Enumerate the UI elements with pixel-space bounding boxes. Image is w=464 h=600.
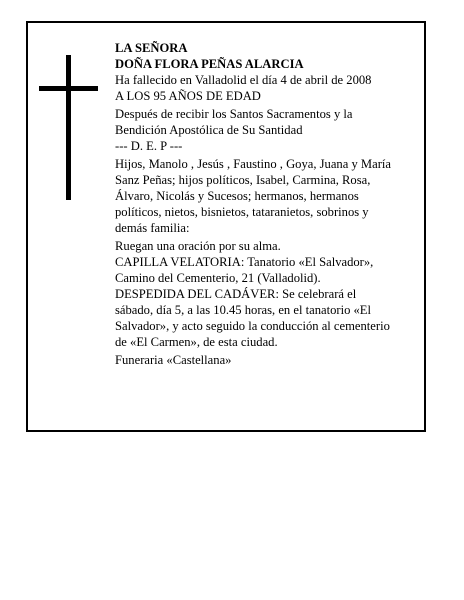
farewell-line: sábado, día 5, a las 10.45 horas, en el tanatorio «El xyxy=(115,303,372,317)
sacraments-paragraph xyxy=(115,106,417,138)
family-line: demás familia: xyxy=(115,221,190,235)
chapel-paragraph xyxy=(115,254,417,286)
farewell-line: Salvador», y acto seguido la conducción al cementerio xyxy=(115,319,390,333)
cross-icon-bar xyxy=(39,86,98,91)
family-paragraph xyxy=(115,156,417,236)
farewell-line: de «El Carmen», de esta ciudad. xyxy=(115,335,278,349)
family-line: Sanz Peñas; hijos políticos, Isabel, Carmina, Rosa, xyxy=(115,173,371,187)
funeral-home: Funeraria «Castellana» xyxy=(115,353,232,367)
cross-icon xyxy=(66,55,71,200)
notice-title: LA SEÑORA xyxy=(115,41,188,55)
death-statement: Ha fallecido en Valladolid el día 4 de abril de 2008 xyxy=(115,73,372,87)
age-statement: A LOS 95 AÑOS DE EDAD xyxy=(115,89,261,103)
dep-line: --- D. E. P --- xyxy=(115,139,183,153)
obituary-notice xyxy=(26,21,426,432)
sacraments-line: Después de recibir los Santos Sacramentos y la xyxy=(115,107,353,121)
sacraments-line: Bendición Apostólica de Su Santidad xyxy=(115,123,303,137)
chapel-line: Camino del Cementerio, 21 (Valladolid). xyxy=(115,271,321,285)
farewell-paragraph xyxy=(115,286,417,350)
prayer-line: Ruegan una oración por su alma. xyxy=(115,239,281,253)
deceased-name: DOÑA FLORA PEÑAS ALARCIA xyxy=(115,57,304,71)
family-line: Álvaro, Nicolás y Sucesos; hermanos, hermanos xyxy=(115,189,359,203)
obituary-text xyxy=(115,40,417,368)
family-line: Hijos, Manolo , Jesús , Faustino , Goya, Juana y María xyxy=(115,157,391,171)
family-line: políticos, nietos, bisnietos, tataranietos, sobrinos y xyxy=(115,205,369,219)
chapel-line: CAPILLA VELATORIA: Tanatorio «El Salvador», xyxy=(115,255,374,269)
farewell-line: DESPEDIDA DEL CADÁVER: Se celebrará el xyxy=(115,287,357,301)
